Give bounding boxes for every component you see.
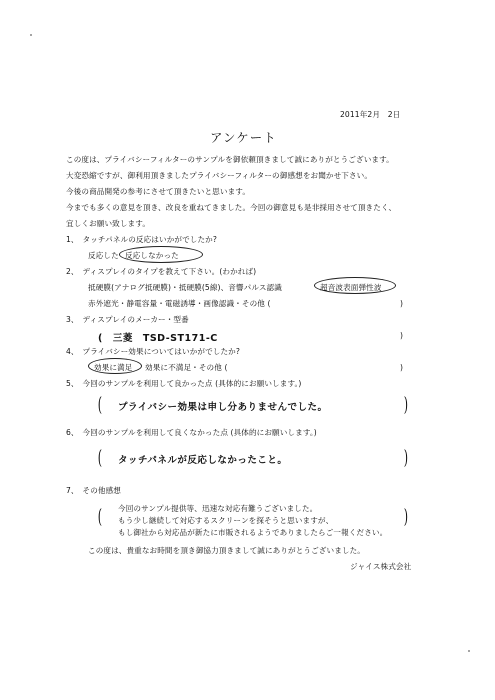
q1-question: 1、 タッチパネルの反応はいかがでしたか? [66, 235, 217, 244]
q5-paren-open: ( [97, 392, 103, 416]
q5-paren-close: ) [403, 392, 409, 416]
date: 2011年2月 2日 [340, 110, 401, 119]
q3-close: ) [400, 331, 404, 340]
q7-paren-open: ( [97, 504, 103, 528]
q1-prefix: 反応した [88, 251, 119, 260]
intro-line-2: 大変恐縮ですが、御利用頂きましたプライバシーフィルターの御感想をお聞かせ下さい。 [66, 171, 373, 180]
scan-speck [468, 650, 470, 652]
q7-question: 7、 その他感想 [66, 486, 121, 495]
q2-line-2-close: ) [400, 299, 404, 308]
q7-answer-line-3: もし御社から対応品が新たに市販されるようでありましたらご一報ください。 [118, 528, 388, 537]
q5-answer: プライバシー効果は申し分ありませんでした。 [118, 402, 328, 413]
q2-question: 2、 ディスプレイのタイプを教えて下さい。(わかれば) [66, 267, 257, 276]
q1-answer-circle [119, 246, 203, 263]
q7-answer-line-1: 今回のサンプル提供等、迅速な対応有難うございました。 [118, 504, 318, 513]
q4-circled-answer: 効果に満足 [94, 363, 133, 372]
q2-line-1: 抵硬膜(アナログ抵硬膜)・抵硬膜(5線)、音響パルス認識 [88, 283, 282, 292]
q7-answer-line-2: もう少し継続して対応するスクリーンを探そうと思いますが、 [118, 516, 334, 525]
q4-close: ) [400, 363, 404, 372]
page-title: アンケート [210, 130, 277, 145]
q3-question: 3、 ディスプレイのメーカー・型番 [66, 315, 189, 324]
q2-circled-answer: 超音波表面弾性波 [320, 283, 382, 292]
q3-answer: ( 三菱 TSD-ST171-C [98, 333, 218, 344]
intro-line-4: 今までも多くの意見を頂き、改良を重ねてきました。今回の御意見も是非採用させて頂きたく、 [66, 203, 397, 212]
q6-paren-open: ( [97, 445, 103, 469]
q2-line-2: 赤外遮光・静電容量・電磁誘導・画像認識・その他 ( [88, 299, 271, 308]
q6-paren-close: ) [403, 445, 409, 469]
q4-question: 4、 プライバシー効果についてはいかがでしたか? [66, 347, 240, 356]
intro-line-3: 今後の商品開発の参考にさせて頂きたいと思います。 [66, 187, 251, 196]
closing-text: この度は、貴重なお時間を頂き御協力頂きまして誠にありがとうございました。 [88, 546, 365, 555]
q6-question: 6、 今回のサンプルを利用して良くなかった点 (具体的にお願いします。) [66, 428, 317, 437]
scan-speck [30, 34, 32, 36]
q4-answer-circle [88, 358, 142, 374]
q7-paren-close: ) [403, 504, 409, 528]
q4-rest: 効果に不満足・その他 ( [145, 363, 228, 372]
company-name: ジャイス株式会社 [350, 562, 412, 571]
intro-line-5: 宜しくお願い致します。 [66, 219, 151, 228]
q5-question: 5、 今回のサンプルを利用して良かった点 (具体的にお願いします。) [66, 379, 302, 388]
q2-answer-circle [314, 277, 396, 294]
intro-line-1: この度は、プライバシーフィルターのサンプルを御依頼頂きまして誠にありがとうございます。 [66, 155, 394, 164]
q1-answer: 反応しなかった [125, 251, 179, 260]
q6-answer: タッチパネルが反応しなかったこと。 [118, 455, 288, 466]
